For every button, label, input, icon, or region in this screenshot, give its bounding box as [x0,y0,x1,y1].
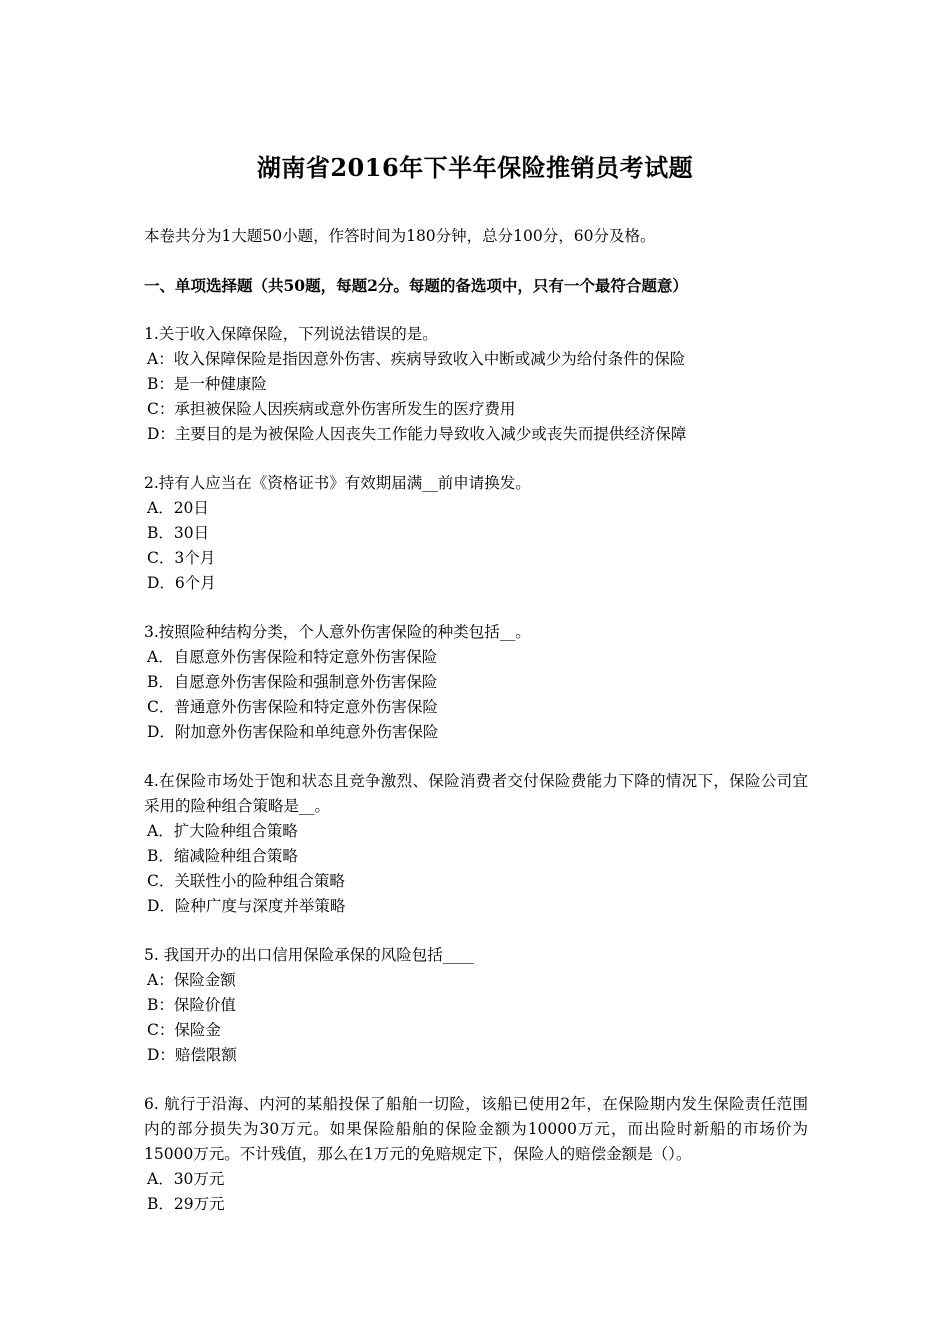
option-c: C．3个月 [147,549,216,567]
option-a: A．自愿意外伤害保险和特定意外伤害保险 [147,648,438,666]
option-d: D．附加意外伤害保险和单纯意外伤害保险 [147,723,439,741]
option-d: D．险种广度与深度并举策略 [147,897,346,915]
question-3 [144,620,808,745]
question-stem: 3.按照险种结构分类，个人意外伤害保险的种类包括__。 [144,623,531,641]
option-d: D：主要目的是为被保险人因丧失工作能力导致收入减少或丧失而提供经济保障 [147,425,687,443]
question-4 [144,769,808,919]
document-body [144,224,808,1241]
option-c: C．普通意外伤害保险和特定意外伤害保险 [147,698,438,716]
option-a: A．30万元 [147,1170,225,1188]
question-5 [144,943,808,1068]
option-c: C：承担被保险人因疾病或意外伤害所发生的医疗费用 [147,400,516,418]
option-d: D．6个月 [147,574,216,592]
option-a: A．扩大险种组合策略 [147,822,298,840]
option-a: A．20日 [147,499,209,517]
question-1 [144,322,808,447]
option-b: B．自愿意外伤害保险和强制意外伤害保险 [147,673,438,691]
option-b: B．缩减险种组合策略 [147,847,298,865]
question-stem: 4.在保险市场处于饱和状态且竞争激烈、保险消费者交付保险费能力下降的情况下，保险公司宜采用的险种组合策略是__。 [144,772,808,815]
question-6 [144,1092,808,1217]
question-stem: 1.关于收入保障保险，下列说法错误的是。 [144,325,438,343]
question-stem: 2.持有人应当在《资格证书》有效期届满__前申请换发。 [144,474,531,492]
question-stem: 5. 我国开办的出口信用保险承保的风险包括____ [144,946,474,964]
question-2 [144,471,808,596]
section-heading: 一、单项选择题（共50题，每题2分。每题的备选项中，只有一个最符合题意） [144,276,688,295]
option-c: C：保险金 [147,1021,221,1039]
question-stem: 6. 航行于沿海、内河的某船投保了船舶一切险，该船已使用2年，在保险期内发生保险责任范围内的部分损失为30万元。如果保险船舶的保险金额为10000万元，而出险时新船的市场价为15000万元。不计残值，那么在1万元的免赔规定下，保险人的赔偿金额是（）。 [144,1095,808,1163]
exam-intro: 本卷共分为1大题50小题，作答时间为180分钟，总分100分，60分及格。 [144,227,656,245]
document-title: 湖南省2016年下半年保险推销员考试题 [256,153,694,182]
option-b: B：是一种健康险 [147,375,267,393]
option-a: A：保险金额 [147,971,236,989]
option-a: A：收入保障保险是指因意外伤害、疾病导致收入中断或减少为给付条件的保险 [147,350,686,368]
option-c: C．关联性小的险种组合策略 [147,872,345,890]
option-b: B．30日 [147,524,210,542]
option-d: D：赔偿限额 [147,1046,237,1064]
option-b: B：保险价值 [147,996,236,1014]
option-b: B．29万元 [147,1195,225,1213]
